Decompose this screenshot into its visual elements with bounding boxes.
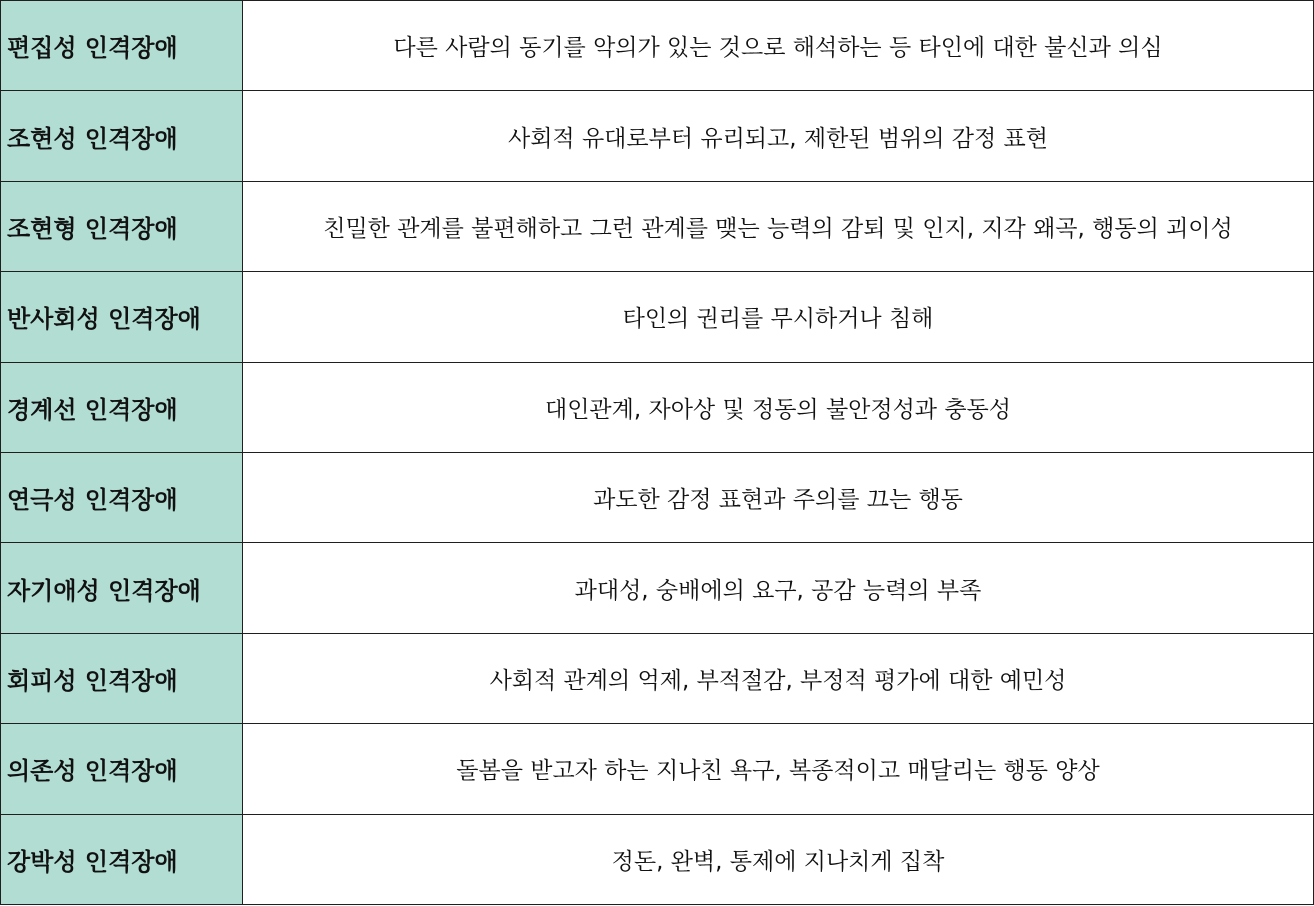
disorder-description-cell: 과대성, 숭배에의 요구, 공감 능력의 부족 bbox=[243, 543, 1314, 633]
table-row bbox=[1, 543, 1314, 633]
table-row bbox=[1, 452, 1314, 542]
table-row bbox=[1, 272, 1314, 362]
table-row bbox=[1, 362, 1314, 452]
disorder-description-cell: 다른 사람의 동기를 악의가 있는 것으로 해석하는 등 타인에 대한 불신과 의심 bbox=[243, 1, 1314, 91]
table-row bbox=[1, 91, 1314, 181]
disorder-description-cell: 타인의 권리를 무시하거나 침해 bbox=[243, 272, 1314, 362]
disorder-description-cell: 정돈, 완벽, 통제에 지나치게 집착 bbox=[243, 814, 1314, 904]
disorder-name-cell: 편집성 인격장애 bbox=[1, 1, 243, 91]
disorder-description-cell: 사회적 관계의 억제, 부적절감, 부정적 평가에 대한 예민성 bbox=[243, 633, 1314, 723]
table-row bbox=[1, 181, 1314, 271]
disorder-name-cell: 연극성 인격장애 bbox=[1, 452, 243, 542]
disorder-name-cell: 회피성 인격장애 bbox=[1, 633, 243, 723]
disorder-description-cell: 돌봄을 받고자 하는 지나친 욕구, 복종적이고 매달리는 행동 양상 bbox=[243, 724, 1314, 814]
disorder-name-cell: 자기애성 인격장애 bbox=[1, 543, 243, 633]
table-row bbox=[1, 633, 1314, 723]
disorder-description-cell: 대인관계, 자아상 및 정동의 불안정성과 충동성 bbox=[243, 362, 1314, 452]
disorder-name-cell: 조현성 인격장애 bbox=[1, 91, 243, 181]
disorder-name-cell: 강박성 인격장애 bbox=[1, 814, 243, 904]
disorder-name-cell: 의존성 인격장애 bbox=[1, 724, 243, 814]
disorder-name-cell: 경계선 인격장애 bbox=[1, 362, 243, 452]
table-row bbox=[1, 1, 1314, 91]
disorder-description-cell: 친밀한 관계를 불편해하고 그런 관계를 맺는 능력의 감퇴 및 인지, 지각 왜곡, 행동의 괴이성 bbox=[243, 181, 1314, 271]
disorder-description-cell: 사회적 유대로부터 유리되고, 제한된 범위의 감정 표현 bbox=[243, 91, 1314, 181]
disorder-description-cell: 과도한 감정 표현과 주의를 끄는 행동 bbox=[243, 452, 1314, 542]
disorder-name-cell: 조현형 인격장애 bbox=[1, 181, 243, 271]
table-row bbox=[1, 814, 1314, 904]
disorder-name-cell: 반사회성 인격장애 bbox=[1, 272, 243, 362]
table-row bbox=[1, 724, 1314, 814]
